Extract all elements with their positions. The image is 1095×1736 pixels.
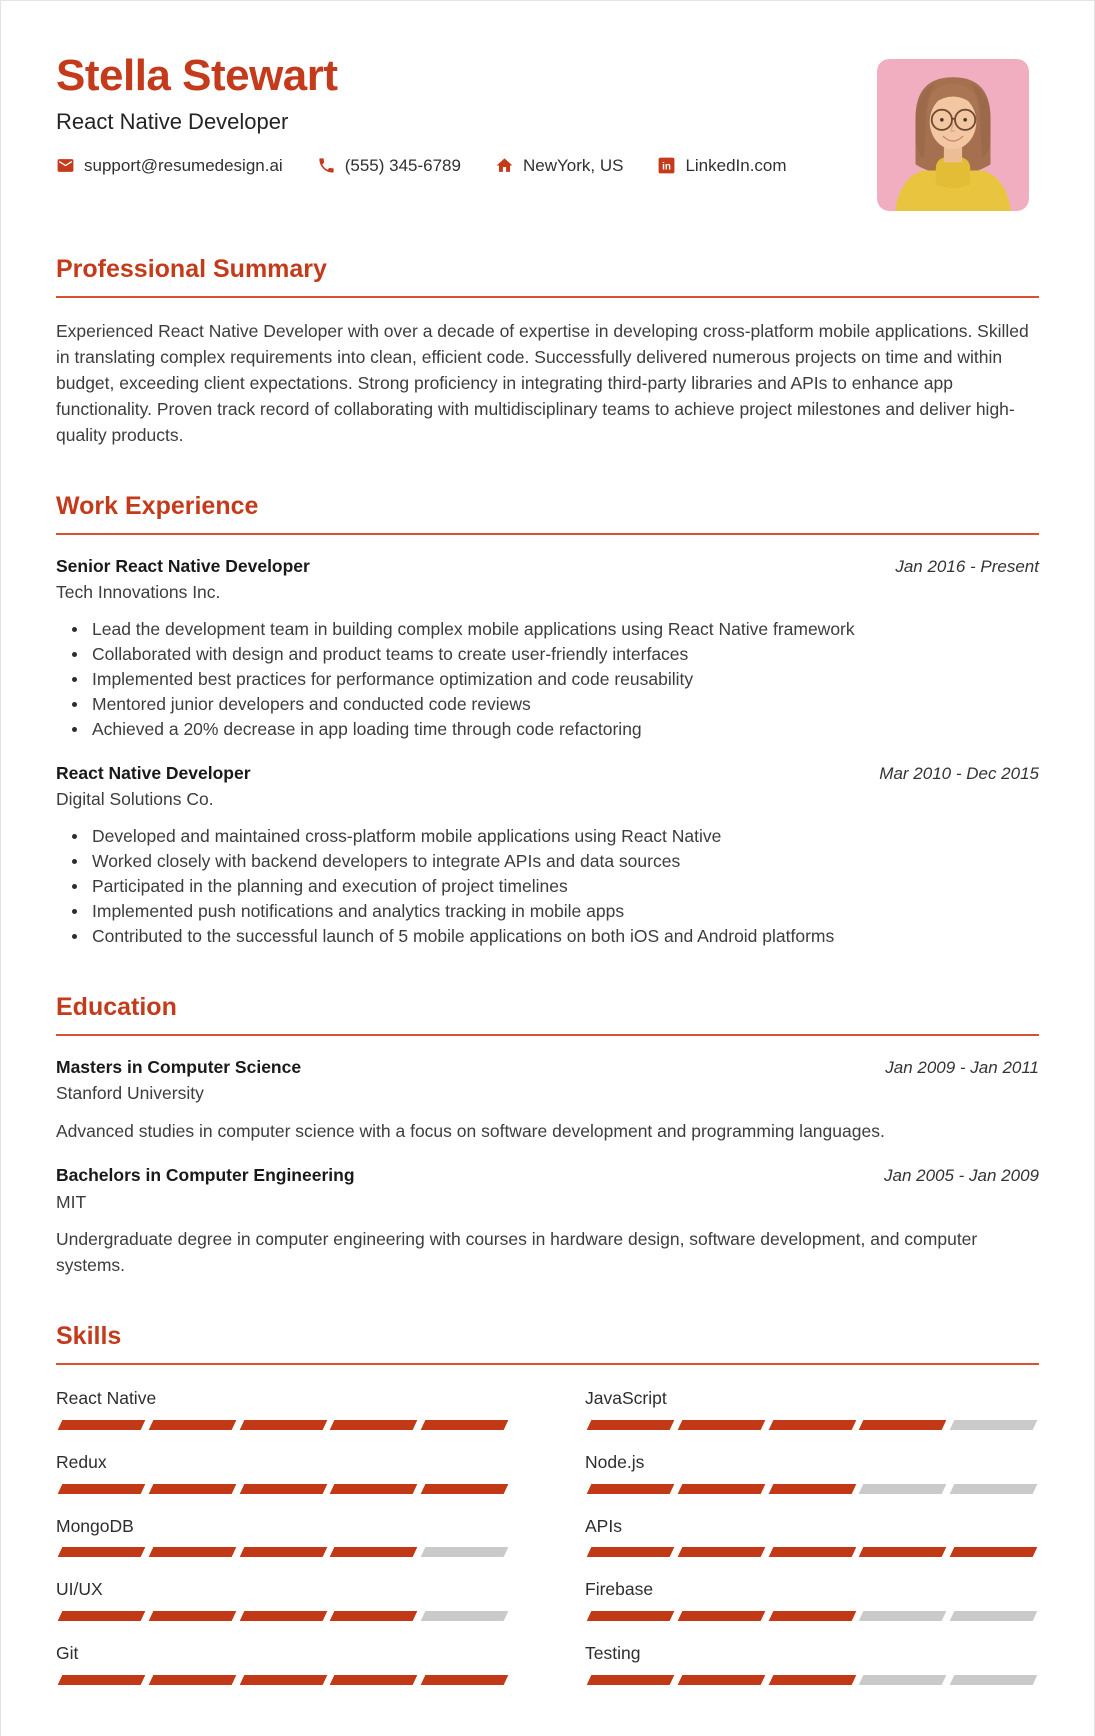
- degree-dates: Jan 2009 - Jan 2011: [885, 1057, 1039, 1077]
- contact-email-text: support@resumedesign.ai: [84, 155, 283, 175]
- skill-bar-segment: [239, 1420, 326, 1430]
- skill-name: React Native: [56, 1388, 157, 1408]
- resume-header: [56, 53, 1039, 211]
- skill-bar-segment: [239, 1547, 326, 1557]
- degree-description: Advanced studies in computer science with a focus on software development and programming languages.: [56, 1121, 885, 1141]
- section-divider: [56, 1363, 1039, 1365]
- skill-bar-segment: [859, 1420, 946, 1430]
- degree-title: Bachelors in Computer Engineering: [56, 1165, 355, 1185]
- contact-linkedin-text: LinkedIn.com: [685, 155, 787, 175]
- skill-bar: [585, 1611, 1039, 1621]
- skill-name: APIs: [585, 1515, 622, 1536]
- skill-bar-segment: [587, 1484, 674, 1494]
- skill-bar-segment: [148, 1675, 235, 1685]
- experience-bullet: Worked closely with backend developers to integrate APIs and data sources: [56, 849, 1039, 874]
- skill-bar-segment: [768, 1420, 855, 1430]
- section-divider: [56, 1034, 1039, 1036]
- skill-bar-segment: [330, 1484, 417, 1494]
- skill-name: JavaScript: [585, 1388, 667, 1408]
- degree-description: Undergraduate degree in computer engineering with courses in hardware design, software development, and computer systems.: [56, 1229, 978, 1276]
- skill-bar-segment: [330, 1611, 417, 1621]
- skill-item: [585, 1387, 1039, 1430]
- skill-bar-segment: [950, 1484, 1037, 1494]
- page-title: Stella Stewart: [56, 51, 338, 100]
- skill-item: [56, 1578, 510, 1621]
- experience-bullet: Achieved a 20% decrease in app loading time through code refactoring: [56, 717, 1039, 742]
- education-heading: Education: [56, 993, 177, 1021]
- contact-location-text: NewYork, US: [522, 155, 624, 175]
- skill-name: Git: [56, 1643, 79, 1663]
- experience-heading: Work Experience: [56, 491, 259, 520]
- skill-bar-segment: [768, 1547, 855, 1557]
- skill-bar-segment: [58, 1420, 145, 1430]
- skill-bar-segment: [677, 1675, 764, 1685]
- skill-bar-segment: [950, 1675, 1037, 1685]
- job-bullets: [56, 824, 1039, 949]
- skill-name: MongoDB: [56, 1515, 134, 1536]
- linkedin-icon: [657, 156, 676, 175]
- job-dates: Mar 2010 - Dec 2015: [879, 763, 1039, 783]
- skill-bar: [56, 1484, 510, 1494]
- skill-bar: [56, 1611, 510, 1621]
- profile-photo: [877, 59, 1029, 211]
- skill-bar-segment: [587, 1675, 674, 1685]
- skills-column-left: [56, 1387, 510, 1706]
- skill-item: [585, 1642, 1039, 1685]
- skill-bar-segment: [950, 1547, 1037, 1557]
- skill-bar-segment: [587, 1611, 674, 1621]
- skill-bar-segment: [859, 1547, 946, 1557]
- contact-location: [495, 156, 623, 176]
- skill-item: [56, 1642, 510, 1685]
- experience-bullet: Participated in the planning and execution of project timelines: [56, 874, 1039, 899]
- skill-bar-segment: [587, 1547, 674, 1557]
- job-bullets: [56, 617, 1039, 742]
- skill-bar-segment: [950, 1420, 1037, 1430]
- skill-bar-segment: [148, 1547, 235, 1557]
- skill-bar: [585, 1484, 1039, 1494]
- job-title: React Native Developer: [56, 109, 289, 135]
- phone-icon: [317, 156, 336, 175]
- education-entry: [56, 1056, 1039, 1144]
- section-skills: [56, 1322, 1039, 1706]
- skill-bar-segment: [58, 1484, 145, 1494]
- summary-heading: Professional Summary: [56, 255, 327, 283]
- email-icon: [56, 156, 75, 175]
- job-title-text: Senior React Native Developer: [56, 555, 310, 576]
- skills-column-right: [585, 1387, 1039, 1706]
- experience-entry: [56, 555, 1039, 742]
- skill-name: Firebase: [585, 1579, 654, 1600]
- skill-bar-segment: [677, 1611, 764, 1621]
- experience-bullet: Implemented push notifications and analytics tracking in mobile apps: [56, 899, 1039, 924]
- skill-bar-segment: [768, 1484, 855, 1494]
- skill-bar-segment: [239, 1675, 326, 1685]
- skill-bar: [585, 1675, 1039, 1685]
- skill-bar-segment: [58, 1611, 145, 1621]
- skill-name: Redux: [56, 1451, 107, 1472]
- skill-bar-segment: [148, 1484, 235, 1494]
- skill-bar-segment: [421, 1675, 508, 1685]
- skill-bar-segment: [768, 1675, 855, 1685]
- experience-entry: [56, 762, 1039, 949]
- svg-text:in: in: [662, 161, 672, 173]
- skills-heading: Skills: [56, 1322, 122, 1351]
- contact-phone-text: (555) 345-6789: [344, 155, 461, 175]
- skill-bar-segment: [330, 1675, 417, 1685]
- experience-bullet: Implemented best practices for performance optimization and code reusability: [56, 667, 1039, 692]
- skill-bar-segment: [421, 1420, 508, 1430]
- contact-linkedin[interactable]: [657, 156, 786, 176]
- education-entry: [56, 1164, 1039, 1278]
- skill-bar: [56, 1547, 510, 1557]
- skill-item: [585, 1578, 1039, 1621]
- degree-title: Masters in Computer Science: [56, 1056, 302, 1077]
- skill-bar-segment: [859, 1484, 946, 1494]
- skill-bar-segment: [950, 1611, 1037, 1621]
- skill-bar-segment: [677, 1420, 764, 1430]
- degree-school: Stanford University: [56, 1083, 204, 1104]
- skill-bar-segment: [148, 1611, 235, 1621]
- section-summary: [56, 255, 1039, 448]
- skill-bar: [585, 1420, 1039, 1430]
- skill-item: [56, 1451, 510, 1494]
- skill-bar-segment: [330, 1547, 417, 1557]
- skill-bar-segment: [58, 1675, 145, 1685]
- skill-bar-segment: [421, 1484, 508, 1494]
- skill-item: [56, 1387, 510, 1430]
- skill-bar-segment: [148, 1420, 235, 1430]
- skill-name: Testing: [585, 1643, 641, 1663]
- skill-bar-segment: [421, 1547, 508, 1557]
- section-experience: [56, 492, 1039, 949]
- skill-bar-segment: [859, 1675, 946, 1685]
- skill-bar: [585, 1547, 1039, 1557]
- skill-name: UI/UX: [56, 1579, 103, 1600]
- section-divider: [56, 296, 1039, 298]
- section-education: [56, 993, 1039, 1278]
- section-divider: [56, 533, 1039, 535]
- job-dates: Jan 2016 - Present: [895, 556, 1039, 576]
- skill-bar-segment: [58, 1547, 145, 1557]
- skills-grid: [56, 1387, 1039, 1706]
- experience-bullet: Contributed to the successful launch of 5 mobile applications on both iOS and Android platforms: [56, 924, 1039, 949]
- skill-bar: [56, 1675, 510, 1685]
- job-company: Tech Innovations Inc.: [56, 582, 221, 603]
- skill-bar-segment: [239, 1484, 326, 1494]
- summary-text: Experienced React Native Developer with over a decade of expertise in developing cross-platform mobile applications. Skilled in translating complex requirements into clean, efficient code. Successfully delivered numerous projects on time and within budget, exceeding client expectations. Strong proficiency in integrating third-party libraries and APIs to enhance app functionality. Proven track record of collaborating with multidisciplinary teams to achieve project milestones and deliver high-quality products.: [56, 320, 1029, 445]
- skill-bar-segment: [677, 1547, 764, 1557]
- skill-bar-segment: [677, 1484, 764, 1494]
- job-title-text: React Native Developer: [56, 762, 251, 783]
- experience-bullet: Lead the development team in building complex mobile applications using React Native framework: [56, 617, 1039, 642]
- skill-bar-segment: [587, 1420, 674, 1430]
- skill-bar-segment: [768, 1611, 855, 1621]
- contact-email[interactable]: [56, 156, 283, 176]
- home-icon: [495, 156, 514, 175]
- skill-item: [585, 1451, 1039, 1494]
- experience-bullet: Mentored junior developers and conducted code reviews: [56, 692, 1039, 717]
- degree-school: MIT: [56, 1191, 87, 1212]
- skill-bar: [56, 1420, 510, 1430]
- skill-name: Node.js: [585, 1451, 645, 1472]
- job-company: Digital Solutions Co.: [56, 789, 214, 810]
- skill-bar-segment: [239, 1611, 326, 1621]
- contact-phone[interactable]: [317, 156, 461, 176]
- skill-bar-segment: [859, 1611, 946, 1621]
- contact-row: [56, 156, 877, 176]
- experience-bullet: Developed and maintained cross-platform mobile applications using React Native: [56, 824, 1039, 849]
- experience-bullet: Collaborated with design and product teams to create user-friendly interfaces: [56, 642, 1039, 667]
- skill-bar-segment: [330, 1420, 417, 1430]
- degree-dates: Jan 2005 - Jan 2009: [883, 1166, 1039, 1185]
- skill-bar-segment: [421, 1611, 508, 1621]
